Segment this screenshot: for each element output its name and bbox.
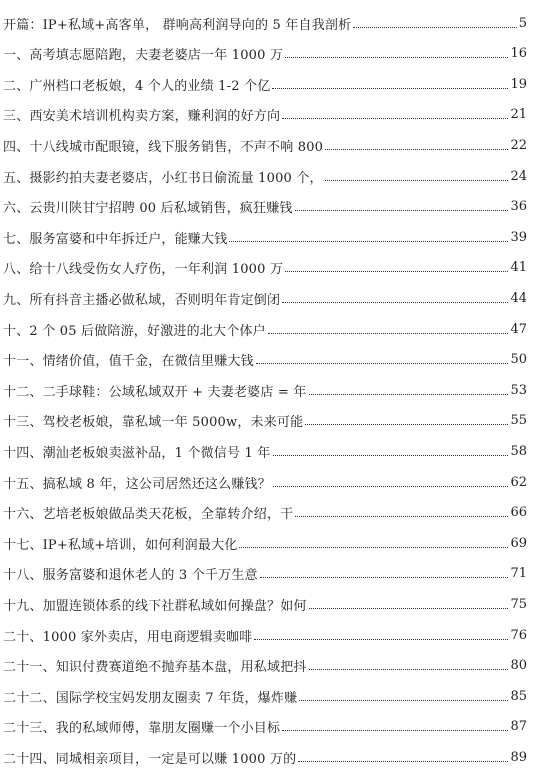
toc-entry-page-number: 21 (510, 107, 527, 123)
toc-entry-page-number: 80 (510, 658, 527, 674)
toc-entry-title: 十七、IP+私域+培训，如何利润最大化 (3, 537, 238, 553)
toc-entry-page-number: 19 (510, 76, 527, 92)
dot-leader (239, 547, 508, 548)
toc-entry-title: 二十、1000 家外卖店，用电商逻辑卖咖啡 (3, 629, 253, 645)
dot-leader (282, 118, 508, 119)
toc-entry[interactable] (3, 471, 527, 493)
toc-entry-page-number: 39 (510, 229, 527, 245)
dot-leader (309, 669, 509, 670)
toc-entry-page-number: 69 (510, 535, 527, 551)
toc-entry-title: 四、十八线城市配眼镜，线下服务销售，不声不响 800 (3, 139, 324, 155)
toc-entry-title: 十、2 个 05 后做陪游，好激进的北大个体户 (3, 323, 266, 339)
toc-entry-title: 开篇：IP+私域+高客单， 群响高利润导向的 5 年自我剖析 (3, 17, 352, 33)
toc-entry[interactable] (3, 440, 527, 462)
toc-entry-title: 二十四、同城相亲项目，一定是可以赚 1000 万的 (3, 751, 297, 767)
toc-entry[interactable] (3, 655, 527, 677)
toc-entry-title: 十五、搞私域 8 年，这公司居然还这么赚钱？ (3, 476, 271, 492)
toc-entry-page-number: 50 (510, 352, 527, 368)
dot-leader (325, 149, 508, 150)
dot-leader (285, 271, 508, 272)
toc-entry[interactable] (3, 716, 527, 738)
dot-leader (299, 700, 508, 701)
toc-entry[interactable] (3, 685, 527, 707)
toc-entry-title: 十四、潮汕老板娘卖滋补品，1 个微信号 1 年 (3, 445, 271, 461)
toc-entry-page-number: 41 (510, 260, 527, 276)
dot-leader (353, 27, 516, 28)
toc-entry-title: 五、摄影约拍夫妻老婆店，小红书日偷流量 1000 个， (3, 170, 323, 186)
dot-leader (254, 639, 508, 640)
toc-entry-page-number: 87 (510, 719, 527, 735)
toc-entry[interactable] (3, 287, 527, 309)
toc-entry-page-number: 16 (510, 46, 527, 62)
dot-leader (285, 57, 508, 58)
toc-entry-page-number: 66 (510, 505, 527, 521)
dot-leader (256, 363, 509, 364)
toc-entry[interactable] (3, 593, 527, 615)
toc-entry-title: 十二、二手球鞋：公域私域双开 + 夫妻老婆店 = 年 (3, 384, 307, 400)
toc-entry-page-number: 24 (510, 168, 527, 184)
toc-entry-page-number: 76 (510, 627, 527, 643)
toc-entry-page-number: 71 (510, 566, 527, 582)
toc-entry[interactable] (3, 134, 527, 156)
toc-entry-title: 二十二、国际学校宝妈发朋友圈卖 7 年货，爆炸赚 (3, 690, 298, 706)
dot-leader (282, 302, 508, 303)
toc-entry-title: 十九、加盟连锁体系的线下社群私域如何操盘？如何 (3, 598, 307, 614)
toc-entry[interactable] (3, 318, 527, 340)
toc-entry[interactable] (3, 532, 527, 554)
toc-entry[interactable] (3, 73, 527, 95)
toc-entry-title: 三、西安美术培训机构卖方案，赚利润的好方向 (3, 109, 281, 125)
toc-entry-page-number: 47 (510, 321, 527, 337)
toc-entry[interactable] (3, 257, 527, 279)
toc-entry-title: 二十三、我的私域师傅，靠朋友圈赚一个小目标 (3, 721, 281, 737)
toc-entry-title: 六、云贵川陕甘宁招聘 00 后私域销售，疯狂赚钱 (3, 201, 293, 217)
toc-entry-title: 八、给十八线受伤女人疗伤，一年利润 1000 万 (3, 262, 284, 278)
toc-entry-page-number: 53 (510, 382, 527, 398)
toc-entry-page-number: 5 (518, 15, 527, 31)
toc-entry[interactable] (3, 624, 527, 646)
dot-leader (305, 424, 508, 425)
toc-entry-page-number: 55 (510, 413, 527, 429)
dot-leader (273, 455, 509, 456)
toc-entry-title: 十八、服务富婆和退休老人的 3 个千万生意 (3, 568, 258, 584)
toc-entry[interactable] (3, 12, 527, 34)
dot-leader (229, 241, 508, 242)
toc-entry-title: 二十一、知识付费赛道绝不抛弃基本盘，用私域把抖 (3, 660, 307, 676)
toc-entry-title: 十一、情绪价值，值千金，在微信里赚大钱 (3, 354, 254, 370)
toc-entry-page-number: 22 (510, 137, 527, 153)
toc-entry[interactable] (3, 502, 527, 524)
dot-leader (325, 180, 509, 181)
dot-leader (295, 210, 509, 211)
toc-entry-title: 十六、艺培老板娘做品类天花板，全靠转介绍，干 (3, 507, 294, 523)
dot-leader (282, 730, 508, 731)
toc-entry[interactable] (3, 563, 527, 585)
toc-entry-page-number: 75 (510, 596, 527, 612)
dot-leader (268, 333, 509, 334)
toc-entry[interactable] (3, 226, 527, 248)
toc-entry[interactable] (3, 196, 527, 218)
dot-leader (298, 761, 508, 762)
dot-leader (295, 516, 508, 517)
toc-entry-page-number: 44 (510, 290, 527, 306)
dot-leader (272, 88, 508, 89)
toc-entry[interactable] (3, 104, 527, 126)
toc-entry-page-number: 36 (510, 199, 527, 215)
toc-entry[interactable] (3, 746, 527, 768)
toc-entry[interactable] (3, 43, 527, 65)
dot-leader (260, 577, 509, 578)
toc-entry-title: 十三、驾校老板娘，靠私域一年 5000w，未来可能 (3, 415, 304, 431)
toc-entry[interactable] (3, 410, 527, 432)
toc-entry-title: 九、所有抖音主播必做私域，否则明年肯定倒闭 (3, 292, 281, 308)
toc-entry[interactable] (3, 165, 527, 187)
toc-entry[interactable] (3, 379, 527, 401)
toc-entry-title: 一、高考填志愿陪跑，夫妻老婆店一年 1000 万 (3, 48, 284, 64)
toc-entry-page-number: 89 (510, 749, 527, 765)
toc-entry-title: 二、广州档口老板娘，4 个人的业绩 1-2 个亿 (3, 78, 271, 94)
toc-entry-title: 七、服务富婆和中年拆迁户，能赚大钱 (3, 231, 228, 247)
dot-leader (309, 608, 509, 609)
toc-entry-page-number: 58 (510, 443, 527, 459)
dot-leader (273, 486, 509, 487)
toc-entry[interactable] (3, 349, 527, 371)
dot-leader (309, 394, 509, 395)
toc-entry-page-number: 62 (510, 474, 527, 490)
toc-entry-page-number: 85 (510, 688, 527, 704)
